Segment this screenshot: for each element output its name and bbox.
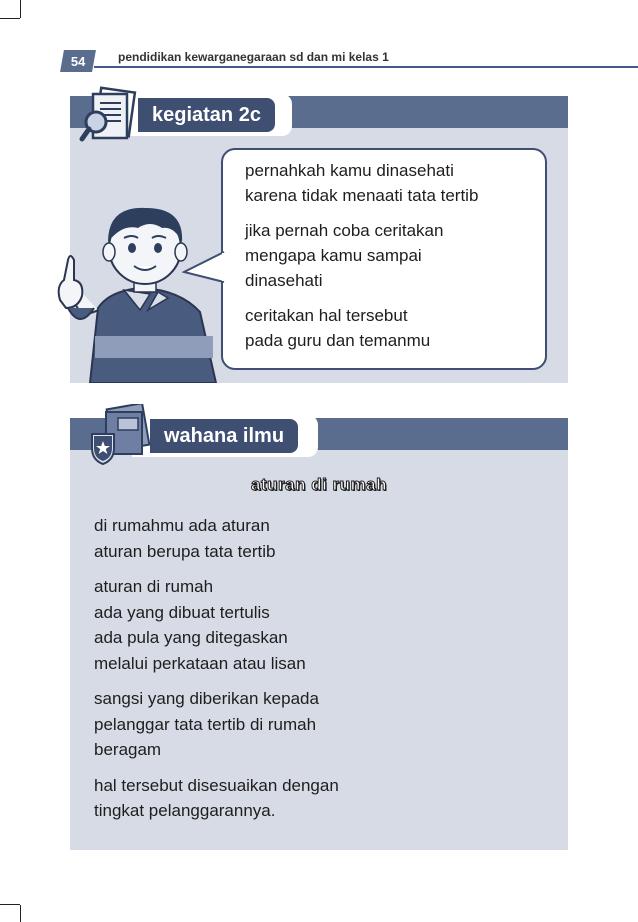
boy-pointing-illustration — [50, 190, 230, 383]
knowledge-tab — [132, 415, 318, 457]
crop-mark-bottom-left-h — [0, 904, 20, 905]
article-title: aturan di rumah — [251, 475, 387, 494]
speech-paragraph-3: ceritakan hal tersebut pada guru dan temanmu — [245, 306, 431, 350]
speech-paragraph-2: jika pernah coba ceritakan mengapa kamu sampai dinasehati — [245, 221, 444, 290]
crop-mark-top-left-h — [0, 18, 20, 19]
running-head: pendidikan kewarganegaraan sd dan mi kelas 1 — [118, 50, 389, 64]
article-paragraph-3: sangsi yang diberikan kepada pelanggar tata tertib di rumah beragam — [94, 689, 319, 759]
article-body — [94, 513, 554, 834]
knowledge-tab-label: wahana ilmu — [150, 419, 298, 453]
document-magnifier-icon — [78, 86, 140, 148]
article-paragraph-2: aturan di rumah ada yang dibuat tertulis ada pula yang ditegaskan melalui perkataan atau lisan — [94, 577, 306, 673]
article-paragraph-1: di rumahmu ada aturan aturan berupa tata tertib — [94, 516, 276, 561]
book-badge-icon — [88, 404, 154, 466]
crop-mark-bottom-left-v — [20, 905, 21, 922]
header-rule — [94, 66, 638, 68]
activity-tab-label: kegiatan 2c — [138, 98, 275, 132]
activity-tab — [120, 94, 292, 136]
speech-bubble-tail — [182, 250, 226, 284]
speech-paragraph-1: pernahkah kamu dinasehati karena tidak menaati tata tertib — [245, 161, 479, 205]
article-paragraph-4: hal tersebut disesuaikan dengan tingkat pelanggarannya. — [94, 775, 339, 820]
crop-mark-top-left-v — [20, 0, 21, 18]
speech-bubble — [221, 148, 547, 370]
page-number: 54 — [60, 50, 96, 72]
